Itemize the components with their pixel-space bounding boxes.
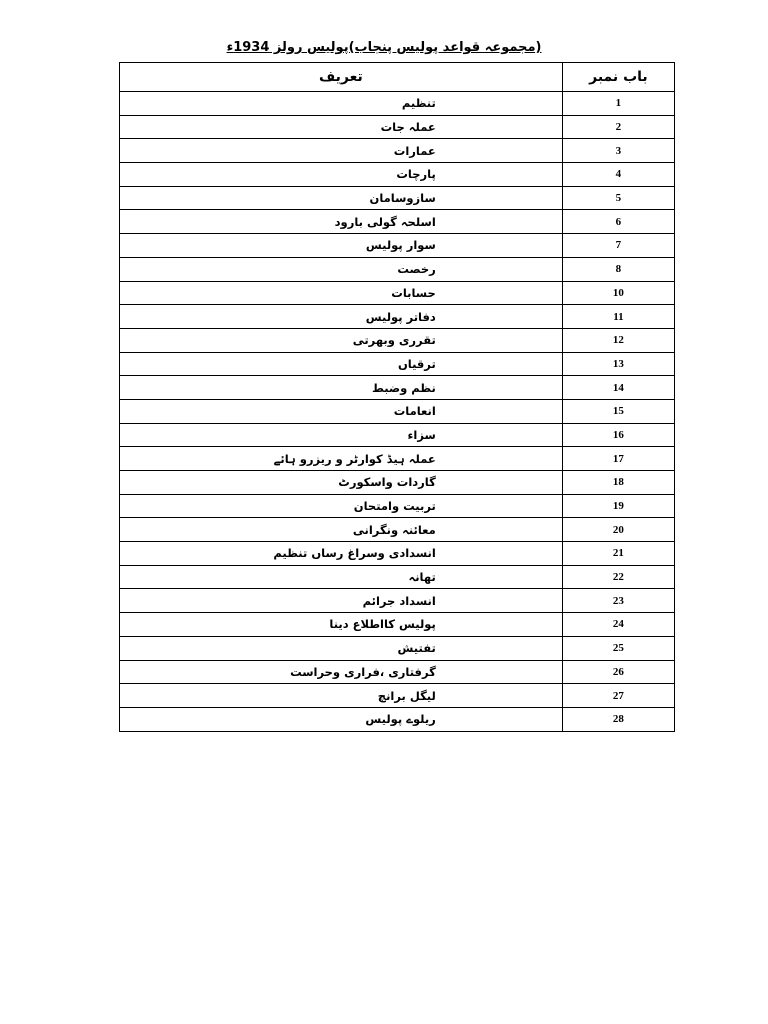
table-row [120,707,675,731]
table-row [120,471,675,495]
chapter-number: 2 [562,115,674,139]
table-row [120,376,675,400]
table-row [120,589,675,613]
header-number: باب نمبر [562,63,674,92]
table-row [120,636,675,660]
chapter-number: 27 [562,684,674,708]
chapter-title: ترقیاں [120,352,563,376]
chapter-title: دفاتر پولیس [120,305,563,329]
chapter-number: 22 [562,565,674,589]
chapter-number: 17 [562,447,674,471]
table-row [120,494,675,518]
chapter-title: لیگل برانچ [120,684,563,708]
chapter-number: 5 [562,186,674,210]
table-row [120,565,675,589]
chapter-number: 16 [562,423,674,447]
chapter-title: پولیس کااطلاع دینا [120,613,563,637]
table-row [120,399,675,423]
table-row [120,684,675,708]
chapter-number: 1 [562,92,674,116]
chapter-number: 24 [562,613,674,637]
chapter-title: نظم وضبط [120,376,563,400]
chapter-number: 13 [562,352,674,376]
chapter-number: 28 [562,707,674,731]
chapter-title: گاردات واسکورٹ [120,471,563,495]
table-row [120,447,675,471]
chapter-title: انسداد جرائم [120,589,563,613]
chapter-title: تنظیم [120,92,563,116]
chapter-title: تربیت وامتحان [120,494,563,518]
document-title [0,40,768,55]
chapter-title: گرفتاری ،فراری وحراست [120,660,563,684]
chapter-title: سزاء [120,423,563,447]
chapters-table [119,62,675,732]
document-title-text: (مجموعہ قواعد پولیس پنجاب)پولیس رولز 1934ء [226,40,542,55]
chapter-number: 26 [562,660,674,684]
chapter-number: 6 [562,210,674,234]
table-row [120,352,675,376]
table-row [120,423,675,447]
table-row [120,613,675,637]
header-title: تعریف [120,63,563,92]
chapter-title: تفتیش [120,636,563,660]
chapter-number: 23 [562,589,674,613]
table-row [120,281,675,305]
chapter-title: ریلوے پولیس [120,707,563,731]
chapter-title: اسلحہ گولی بارود [120,210,563,234]
table-body [120,92,675,732]
chapter-number: 7 [562,234,674,258]
chapter-title: تھانہ [120,565,563,589]
table-row [120,115,675,139]
chapter-title: عمارات [120,139,563,163]
table-row [120,542,675,566]
chapter-title: سازوسامان [120,186,563,210]
table-row [120,518,675,542]
table-row [120,234,675,258]
chapter-number: 12 [562,328,674,352]
chapter-title: تقرری وبھرتی [120,328,563,352]
chapter-number: 3 [562,139,674,163]
chapter-number: 15 [562,399,674,423]
table-row [120,92,675,116]
chapter-title: انسدادی وسراغ رساں تنظیم [120,542,563,566]
chapter-title: عملہ ہیڈ کوارٹر و ریزرو ہائے [120,447,563,471]
chapter-number: 11 [562,305,674,329]
table-row [120,210,675,234]
table-row [120,660,675,684]
chapter-number: 19 [562,494,674,518]
chapter-number: 20 [562,518,674,542]
chapter-title: سوار پولیس [120,234,563,258]
table-row [120,186,675,210]
table-header-row [120,63,675,92]
chapter-title: انعامات [120,399,563,423]
chapter-number: 8 [562,257,674,281]
chapter-title: حسابات [120,281,563,305]
chapter-title: پارچات [120,163,563,187]
table-row [120,163,675,187]
chapter-number: 18 [562,471,674,495]
chapter-number: 14 [562,376,674,400]
chapter-number: 10 [562,281,674,305]
chapter-number: 21 [562,542,674,566]
chapter-number: 25 [562,636,674,660]
table-row [120,257,675,281]
chapter-title: عملہ جات [120,115,563,139]
chapter-title: رخصت [120,257,563,281]
table-row [120,305,675,329]
chapter-number: 4 [562,163,674,187]
chapter-title: معائنہ ونگرانی [120,518,563,542]
table-row [120,139,675,163]
table-row [120,328,675,352]
